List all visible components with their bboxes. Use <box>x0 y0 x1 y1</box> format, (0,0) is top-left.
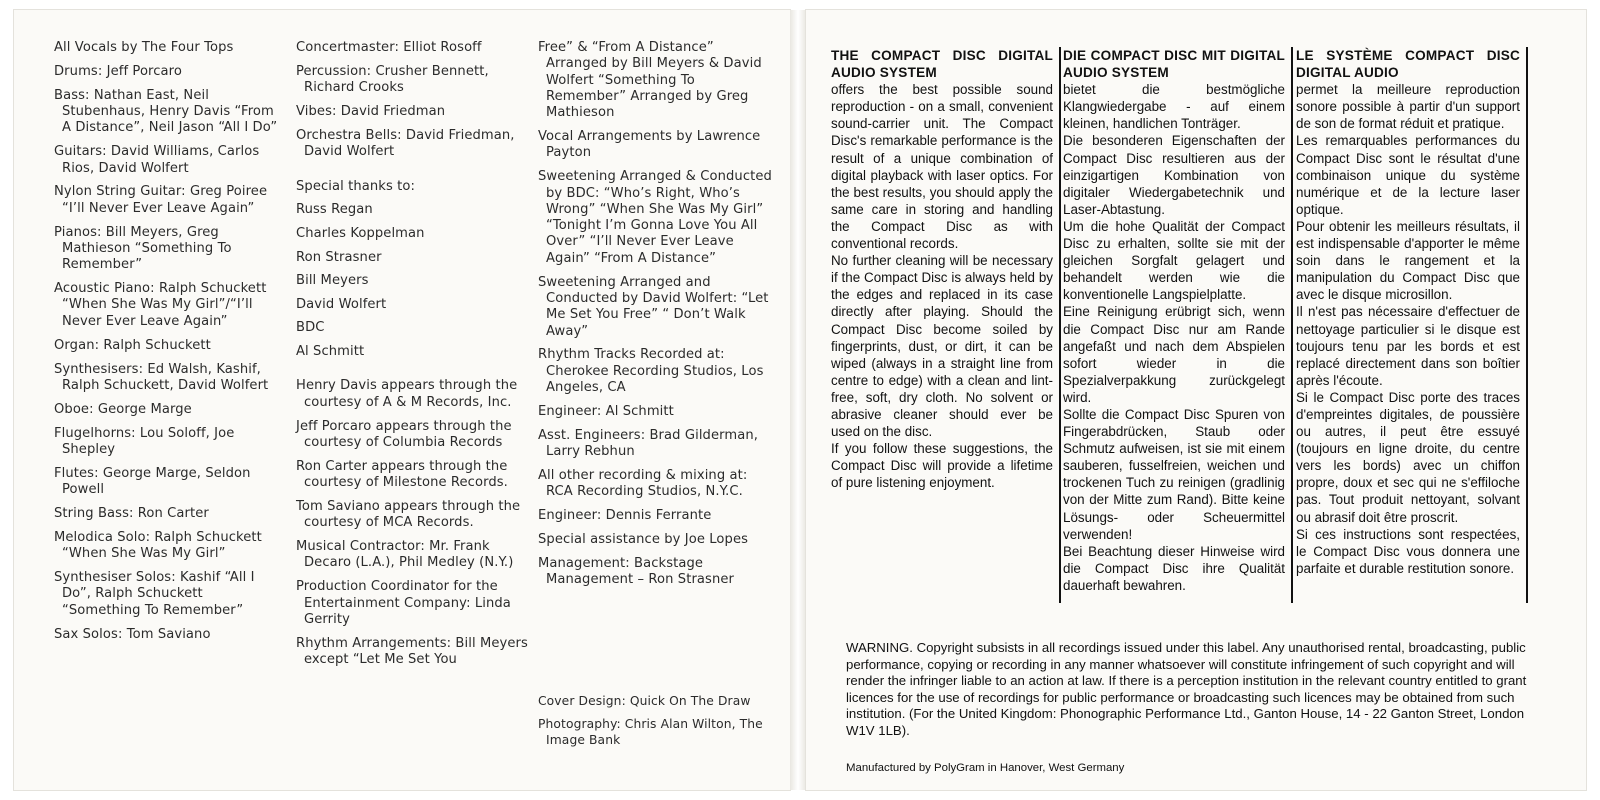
french-paragraph: Il n'est pas nécessaire d'effectuer de nettoyage particulier si le disque est toujours tenu par les bords et est replacé directement dans son boîtier après l'écoute. <box>1296 304 1520 388</box>
courtesy-line: Jeff Porcaro appears through the courtesy of Columbia Records <box>296 418 512 450</box>
french-heading: LE SYSTÈME COMPACT DISC DIGITAL AUDIO <box>1296 48 1520 81</box>
french-paragraph: permet la meilleure reproduction sonore possible à partir d'un support de son de format réduit et pratique. <box>1296 82 1520 132</box>
credit-line: Free” & “From A Distance” Arranged by Bill Meyers & David Wolfert “Something To Remember” Arranged by Greg Mathieson <box>538 40 762 121</box>
credit-line: Sweetening Arranged & Conducted by BDC: “Who’s Right, Who’s Wrong” “When She Was My Girl” “Tonight I’m Gonna Love You All Over” “I’ll Never Ever Leave Again” “From A Distance” <box>538 169 772 266</box>
credit-line: Engineer: Al Schmitt <box>538 403 674 419</box>
credit-line: Flugelhorns: Lou Soloff, Joe Shepley <box>54 425 235 457</box>
credits-column-1 <box>54 40 284 650</box>
credit-line: Drums: Jeff Porcaro <box>54 63 182 79</box>
french-notice <box>1296 47 1528 603</box>
english-heading: THE COMPACT DISC DIGITAL AUDIO SYSTEM <box>831 48 1053 81</box>
thanks-name: Charles Koppelman <box>296 226 425 242</box>
english-notice <box>831 47 1061 603</box>
french-paragraph: Les remarquables performances du Compact Disc sont le résultat d'une combinaison unique du système numérique et de la lecture laser optique. <box>1296 133 1520 217</box>
german-heading: DIE COMPACT DISC MIT DIGITAL AUDIO SYSTEM <box>1063 48 1285 81</box>
credits-column-2 <box>296 40 528 676</box>
credit-line: Oboe: George Marge <box>54 401 192 417</box>
courtesy-line: Tom Saviano appears through the courtesy of MCA Records. <box>296 498 521 531</box>
german-paragraph: bietet die bestmögliche Klangwiedergabe - auf einem kleinen, handlichen Tonträger. <box>1063 82 1285 132</box>
english-paragraph: If you follow these suggestions, the Compact Disc will provide a lifetime of pure listening enjoyment. <box>831 441 1053 491</box>
credit-line: Rhythm Tracks Recorded at: Cherokee Recording Studios, Los Angeles, CA <box>538 347 764 396</box>
thanks-name: David Wolfert <box>296 296 387 312</box>
credit-line: Acoustic Piano: Ralph Schuckett “When She Was My Girl”/“I’ll Never Ever Leave Again” <box>54 281 267 329</box>
credit-line: Management: Backstage Management – Ron Strasner <box>538 555 735 588</box>
french-paragraph: Si le Compact Disc porte des traces d'empreintes digitales, de poussière ou autres, il peut être essuyé (toujours en ligne droite, du centre vers les bords) avec un chiffon propre, doux et sec qui ne s'effiloche pas. Tout produit nettoyant, solvant ou abrasif doit être proscrit. <box>1296 389 1520 525</box>
credit-line: All Vocals by The Four Tops <box>54 40 234 55</box>
credit-line: Asst. Engineers: Brad Gilderman, Larry Rebhun <box>538 427 759 460</box>
german-notice <box>1063 47 1293 603</box>
english-paragraph: offers the best possible sound reproduction - on a small, convenient sound-carrier unit. The Compact Disc's remarkable performance is the result of a unique combination of digital playback with laser optics. For the best results, you should apply the same care in storing and handling the Compact Disc as with conventional records. <box>831 82 1053 252</box>
german-paragraph: Eine Reinigung erübrigt sich, wenn die Compact Disc nur am Rande angefaßt und nach dem Abspielen sofort wieder in die Spezialverpakkung zurückgelegt wird. <box>1063 304 1285 405</box>
credit-line: Vibes: David Friedman <box>296 104 446 120</box>
credit-line: Sax Solos: Tom Saviano <box>54 626 211 642</box>
credit-line: Production Coordinator for the Entertainment Company: Linda Gerrity <box>296 579 511 627</box>
credit-line: Melodica Solo: Ralph Schuckett “When She Was My Girl” <box>54 529 262 562</box>
credit-line: Orchestra Bells: David Friedman, David Wolfert <box>296 127 515 160</box>
credit-line: Synthesiser Solos: Kashif “All I Do”, Ralph Schuckett “Something To Remember” <box>54 570 255 618</box>
credit-line: Bass: Nathan East, Neil Stubenhaus, Henry Davis “From A Distance”, Neil Jason “All I Do” <box>54 87 278 136</box>
french-paragraph: Si ces instructions sont respectées, le Compact Disc vous donnera une parfaite et durable restitution sonore. <box>1296 526 1520 576</box>
credit-line: Percussion: Crusher Bennett, Richard Crooks <box>296 63 489 96</box>
french-paragraph: Pour obtenir les meilleurs résultats, il est indispensable d'apporter le même soin dans le rangement et la manipulation du Compact Disc que avec le disque microsillon. <box>1296 218 1520 303</box>
special-thanks-heading: Special thanks to: <box>296 178 416 194</box>
credits-column-3 <box>538 40 778 747</box>
copyright-warning: WARNING. Copyright subsists in all recordings issued under this label. Any unauthorised rental, broadcasting, public performance, copying or recording in any manner whatsoever will constitute infringement of such copyright and will render the infringer liable to an action at law. If there is a perception institution in the relevant country entitled to grant licences for the use of recordings for public performance or broadcasting such licences may be obtained from such institution. (For the United Kingdom: Phonographic Performance Ltd., Ganton House, 14 - 22 Ganton Street, London W1V 1LB). <box>846 640 1527 738</box>
left-page-credits <box>14 10 790 790</box>
credit-line: Special assistance by Joe Lopes <box>538 532 749 548</box>
credit-line: Organ: Ralph Schuckett <box>54 337 211 353</box>
photography-credit: Photography: Chris Alan Wilton, The Image Bank <box>538 717 763 747</box>
german-paragraph: Um die hohe Qualität der Compact Disc zu erhalten, sollte sie mit der gleichen Sorgfalt gelagert und behandelt werden wie die konventionelle Langspielplatte. <box>1063 218 1285 303</box>
credit-line: String Bass: Ron Carter <box>54 505 209 521</box>
thanks-name: Al Schmitt <box>296 344 365 360</box>
courtesy-line: Ron Carter appears through the courtesy of Milestone Records. <box>296 458 508 490</box>
credit-line: All other recording & mixing at: RCA Recording Studios, N.Y.C. <box>538 467 748 500</box>
credit-line: Pianos: Bill Meyers, Greg Mathieson “Something To Remember” <box>54 224 232 273</box>
german-paragraph: Sollte die Compact Disc Spuren von Fingerabdrücken, Staub oder Schmutz aufweisen, ist sie mit einem sauberen, fusselfreien, weichen und trockenen Tuch zu reinigen (gradlinig von der Mitte zum Rand). Bitte keine Lösungs- oder Scheuermittel verwenden! <box>1063 406 1285 542</box>
thanks-name: Bill Meyers <box>296 273 369 289</box>
credit-line: Nylon String Guitar: Greg Poiree “I’ll Never Ever Leave Again” <box>54 184 268 216</box>
credit-line: Rhythm Arrangements: Bill Meyers except “Let Me Set You <box>296 635 528 668</box>
credit-line: Synthesisers: Ed Walsh, Kashif, Ralph Schuckett, David Wolfert <box>54 361 269 393</box>
german-paragraph: Bei Beachtung dieser Hinweise wird die Compact Disc ihre Qualität dauerhaft bewahren. <box>1063 543 1285 593</box>
booklet-fold <box>790 10 806 790</box>
credit-line: Guitars: David Williams, Carlos Rios, David Wolfert <box>54 144 260 176</box>
credit-line: Concertmaster: Elliot Rosoff <box>296 40 482 55</box>
thanks-name: BDC <box>296 320 325 336</box>
right-page-cd-notice <box>806 10 1586 790</box>
english-paragraph: No further cleaning will be necessary if the Compact Disc is always held by the edges and replaced in its case directly after playing. Should the Compact Disc become soiled by fingerprints, dust, or dirt, it can be wiped (always in a straight line from centre to edge) with a clean and lint-free, soft, dry cloth. No solvent or abrasive cleaner should ever be used on the disc. <box>831 253 1053 440</box>
thanks-name: Russ Regan <box>296 202 373 218</box>
cd-system-columns <box>831 47 1551 607</box>
credit-line: Sweetening Arranged and Conducted by David Wolfert: “Let Me Set You Free” “ Don’t Walk Away” <box>538 274 769 339</box>
credit-line: Vocal Arrangements by Lawrence Payton <box>538 129 761 161</box>
cover-design-credit: Cover Design: Quick On The Draw <box>538 694 751 708</box>
credit-line: Flutes: George Marge, Seldon Powell <box>54 465 251 498</box>
manufacturer-line: Manufactured by PolyGram in Hanover, West Germany <box>846 762 1125 774</box>
credit-line: Musical Contractor: Mr. Frank Decaro (L.A.), Phil Medley (N.Y.) <box>296 539 514 571</box>
design-credits <box>538 694 778 756</box>
german-paragraph: Die besonderen Eigenschaften der Compact Disc resultieren aus der einzigartigen Kombination von digitaler Wiedergabetechnik und Laser-Abtastung. <box>1063 133 1285 217</box>
courtesy-line: Henry Davis appears through the courtesy of A & M Records, Inc. <box>296 378 518 410</box>
thanks-name: Ron Strasner <box>296 249 382 265</box>
credit-line: Engineer: Dennis Ferrante <box>538 508 712 524</box>
